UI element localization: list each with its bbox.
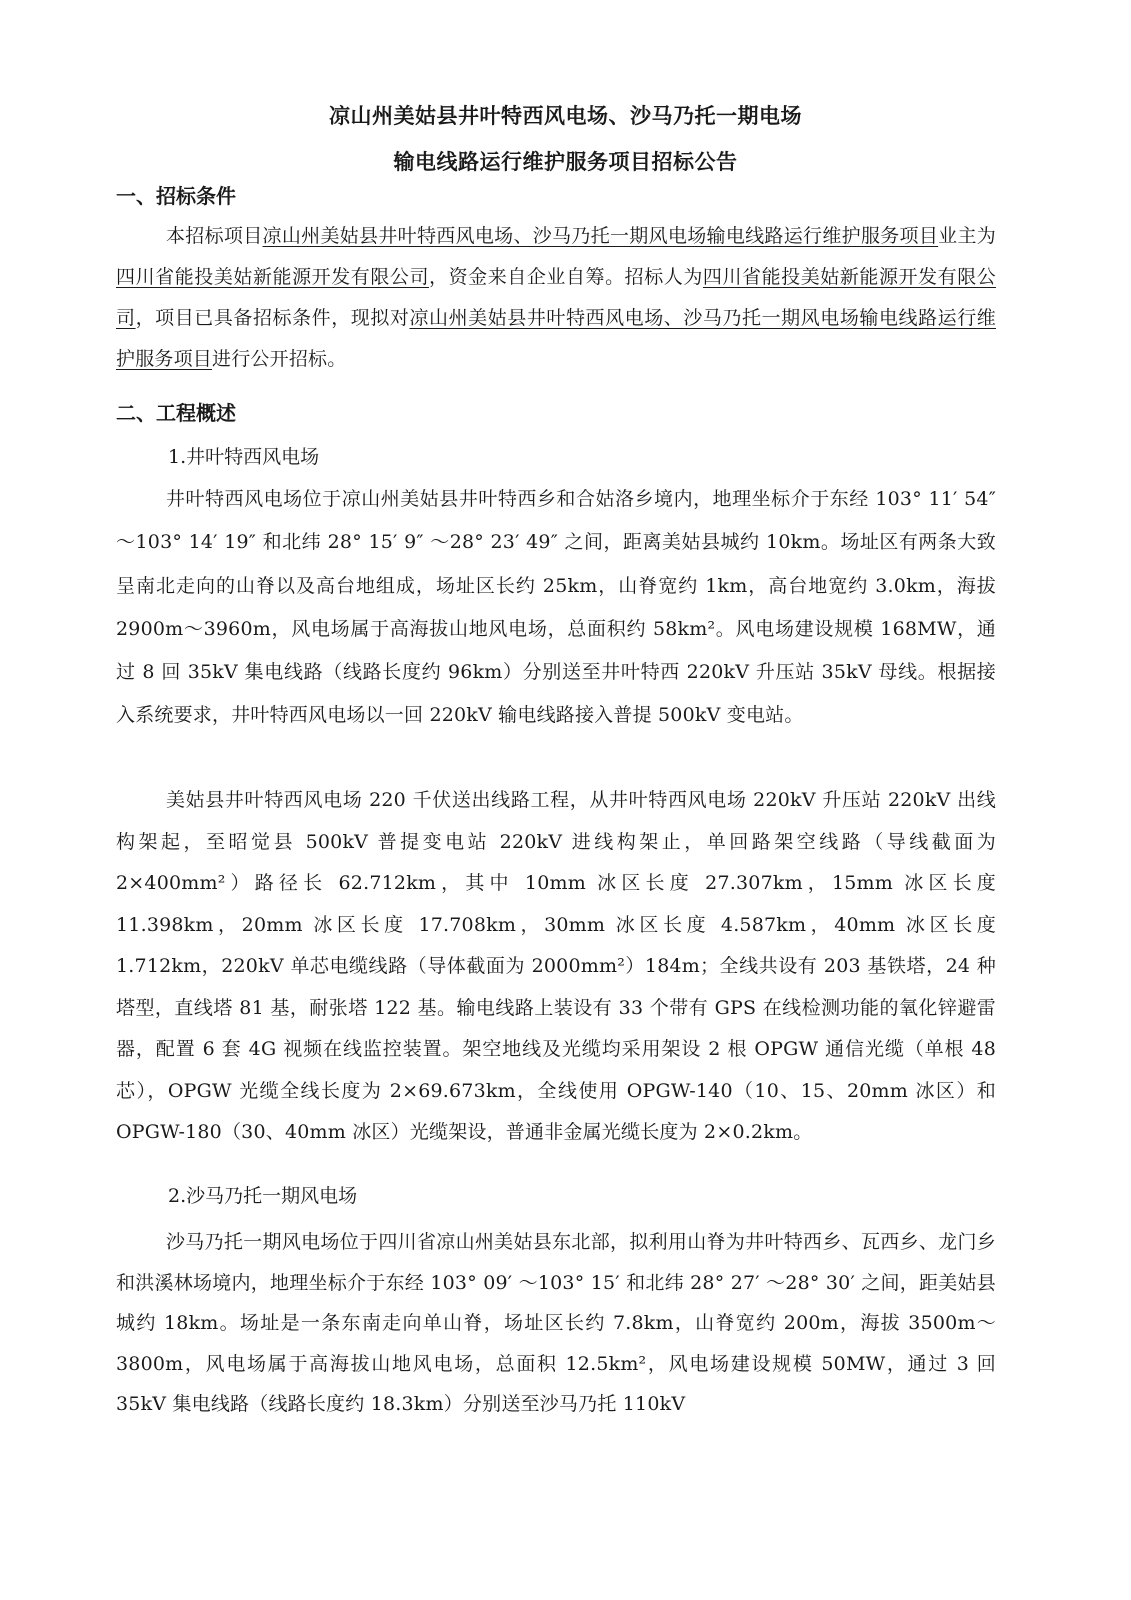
paragraph-jingyetexi-wind-farm: 井叶特西风电场位于凉山州美姑县井叶特西乡和合姑洛乡境内，地理坐标介于东经 103° 11′ 54″ ～103° 14′ 19″ 和北纬 28° 15′ 9″ ～28° 23′ 49″ 之间，距离美姑县城约 10km。场址区有两条大致呈南北走向的山脊以及高台地组成，场址区长约 25km，山脊宽约 1km，高台地宽约 3.0km，海拔 2900m～3960m，风电场属于高海拔山地风电场，总面积约 58km²。风电场建设规模 168MW，通过 8 回 35kV 集电线路（线路长度约 96km）分别送至井叶特西 220kV 升压站 35kV 母线。根据接入系统要求，井叶特西风电场以一回 220kV 输电线路接入普提 500kV 变电站。 — [116, 488, 996, 727]
tenderer-name-underlined: 四川省能投美姑新能源开发有限公司 — [116, 266, 996, 329]
text-segment: ，项目已具备招标条件，现拟对 — [135, 307, 410, 329]
section-heading-bidding-conditions: 一、招标条件 — [116, 184, 236, 208]
bidding-conditions-paragraph — [116, 216, 996, 380]
document-title-line-1: 凉山州美姑县井叶特西风电场、沙马乃托一期电场 — [329, 104, 802, 128]
subheading-jingyetexi-wind-farm: 1.井叶特西风电场 — [168, 446, 320, 468]
owner-name-underlined: 四川省能投美姑新能源开发有限公司 — [116, 266, 430, 288]
document-title-line-2: 输电线路运行维护服务项目招标公告 — [393, 150, 738, 174]
text-segment: 本招标项目 — [166, 225, 263, 247]
text-segment: 进行公开招标。 — [212, 348, 347, 370]
paragraph-shamanaituo-wind-farm: 沙马乃托一期风电场位于四川省凉山州美姑县东北部，拟利用山脊为井叶特西乡、瓦西乡、龙门乡和洪溪林场境内，地理坐标介于东经 103° 09′ ～103° 15′ 和北纬 28° 27′ ～28° 30′ 之间，距美姑县城约 18km。场址是一条东南走向单山脊，场址区长约 7.8km，山脊宽约 200m，海拔 3500m～3800m，风电场属于高海拔山地风电场，总面积 12.5km²，风电场建设规模 50MW，通过 3 回 35kV 集电线路（线路长度约 18.3km）分别送至沙马乃托 110kV — [116, 1231, 996, 1415]
project-name-underlined-2: 凉山州美姑县井叶特西风电场、沙马乃托一期风电场输电线路运行维护服务项目 — [116, 307, 996, 370]
project-name-underlined: 凉山州美姑县井叶特西风电场、沙马乃托一期风电场输电线路运行维护服务项目 — [262, 225, 939, 247]
paragraph-transmission-line-project: 美姑县井叶特西风电场 220 千伏送出线路工程，从井叶特西风电场 220kV 升压站 220kV 出线构架起，至昭觉县 500kV 普提变电站 220kV 进线构架止，单回路架空线路（导线截面为 2×400mm²）路径长 62.712km，其中 10mm 冰区长度 27.307km，15mm 冰区长度 11.398km，20mm 冰区长度 17.708km，30mm 冰区长度 4.587km，40mm 冰区长度 1.712km，220kV 单芯电缆线路（导体截面为 2000mm²）184m；全线共设有 203 基铁塔，24 种塔型，直线塔 81 基，耐张塔 122 基。输电线路上装设有 33 个带有 GPS 在线检测功能的氧化锌避雷器，配置 6 套 4G 视频在线监控装置。架空地线及光缆均采用架设 2 根 OPGW 通信光缆（单根 48 芯），OPGW 光缆全线长度为 2×69.673km，全线使用 OPGW-140（10、15、20mm 冰区）和 OPGW-180（30、40mm 冰区）光缆架设，普通非金属光缆长度为 2×0.2km。 — [116, 789, 996, 1143]
subheading-shamanaituo-wind-farm: 2.沙马乃托一期风电场 — [168, 1185, 358, 1207]
text-segment: ，资金来自企业自筹。招标人为 — [429, 266, 703, 288]
section-heading-project-overview: 二、工程概述 — [116, 401, 236, 425]
text-segment: 业主为 — [938, 225, 996, 247]
